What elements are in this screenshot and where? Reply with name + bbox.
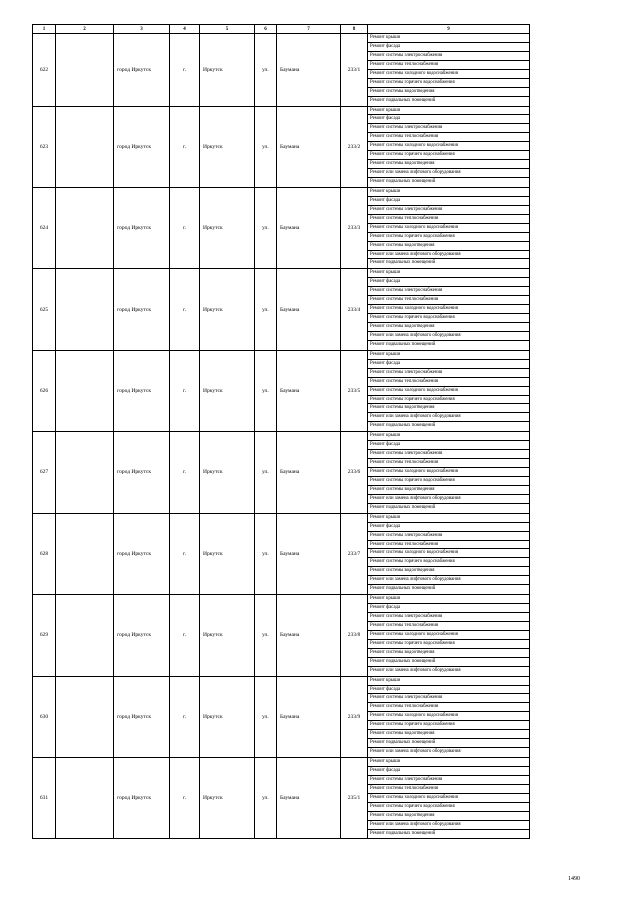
table-row (33, 432, 530, 513)
work-item: Ремонт системы водоотведения (368, 567, 529, 576)
work-item: Ремонт или замена лифтового оборудования (368, 821, 529, 830)
work-item: Ремонт системы электроснабжения (368, 776, 529, 785)
street-type: ул. (255, 432, 277, 513)
work-item: Ремонт системы холодного водоснабжения (368, 794, 529, 803)
table-row (33, 513, 530, 594)
city: Иркутск (200, 758, 255, 839)
work-item: Ремонт крыши (368, 351, 529, 360)
work-item: Ремонт или замена лифтового оборудования (370, 749, 461, 755)
street-type: ул. (255, 676, 277, 757)
work-item: Ремонт системы холодного водоснабжения (368, 712, 529, 721)
house-number: 233/9 (341, 676, 368, 757)
work-item: Ремонт фасада (368, 523, 529, 532)
house-number: 233/3 (341, 187, 368, 268)
works-cell (368, 595, 530, 676)
row-number: 624 (33, 187, 56, 268)
house-number: 233/2 (341, 106, 368, 187)
work-item: Ремонт системы водоотведения (368, 730, 529, 739)
house-number: 233/1 (341, 34, 368, 107)
work-item: Ремонт фасада (368, 197, 529, 206)
street-type: ул. (255, 513, 277, 594)
municipality: город Иркутск (114, 106, 170, 187)
table-row (33, 350, 530, 431)
work-item: Ремонт фасада (368, 604, 529, 613)
column-header-4: 4 (170, 25, 200, 34)
empty-cell (56, 595, 114, 676)
works-cell (368, 432, 530, 513)
work-item: Ремонт подвальных помещений (370, 423, 436, 429)
city: Иркутск (200, 676, 255, 757)
city: Иркутск (200, 432, 255, 513)
work-item: Ремонт крыши (368, 34, 529, 43)
municipality: город Иркутск (114, 513, 170, 594)
empty-cell (56, 758, 114, 839)
work-item: Ремонт крыши (368, 188, 529, 197)
settlement-type: г. (170, 106, 200, 187)
street-name: Баумана (277, 758, 341, 839)
work-item: Ремонт системы водоотведения (368, 88, 529, 97)
row-number: 623 (33, 106, 56, 187)
work-item: Ремонт системы теплоснабжения (368, 133, 529, 142)
table-row (33, 187, 530, 268)
work-item: Ремонт системы электроснабжения (368, 694, 529, 703)
table-row (33, 106, 530, 187)
work-item: Ремонт подвальных помещений (370, 179, 436, 184)
work-item: Ремонт системы теплоснабжения (368, 703, 529, 712)
settlement-type: г. (170, 269, 200, 350)
row-number: 629 (33, 595, 56, 676)
column-header-8: 8 (341, 25, 368, 34)
work-item: Ремонт системы водоотведения (368, 404, 529, 413)
work-item: Ремонт крыши (368, 107, 529, 116)
column-header-1: 1 (33, 25, 56, 34)
city: Иркутск (200, 187, 255, 268)
work-item: Ремонт системы водоотведения (368, 486, 529, 495)
street-type: ул. (255, 758, 277, 839)
work-item: Ремонт или замена лифтового оборудования (368, 332, 529, 341)
municipality: город Иркутск (114, 758, 170, 839)
municipality: город Иркутск (114, 34, 170, 107)
settlement-type: г. (170, 34, 200, 107)
work-item: Ремонт подвальных помещений (368, 658, 529, 667)
city: Иркутск (200, 106, 255, 187)
work-item: Ремонт или замена лифтового оборудования (368, 495, 529, 504)
city: Иркутск (200, 34, 255, 107)
works-cell (368, 513, 530, 594)
work-item: Ремонт фасада (368, 441, 529, 450)
table-body (33, 34, 530, 839)
empty-cell (56, 432, 114, 513)
works-cell (368, 187, 530, 268)
municipality: город Иркутск (114, 269, 170, 350)
work-item: Ремонт системы электроснабжения (368, 124, 529, 133)
work-item: Ремонт системы горячего водоснабжения (368, 79, 529, 88)
work-item: Ремонт подвальных помещений (370, 341, 436, 347)
work-item: Ремонт крыши (368, 677, 529, 686)
works-cell (368, 350, 530, 431)
work-item: Ремонт системы горячего водоснабжения (368, 151, 529, 160)
street-name: Баумана (277, 269, 341, 350)
work-item: Ремонт крыши (368, 595, 529, 604)
work-item: Ремонт или замена лифтового оборудования (370, 667, 461, 673)
municipality: город Иркутск (114, 676, 170, 757)
column-header-9: 9 (368, 25, 530, 34)
work-item: Ремонт системы водоотведения (368, 160, 529, 169)
works-cell (368, 758, 530, 839)
work-item: Ремонт системы электроснабжения (368, 206, 529, 215)
work-item: Ремонт подвальных помещений (370, 830, 436, 836)
work-item: Ремонт подвальных помещений (368, 739, 529, 748)
work-item: Ремонт системы электроснабжения (368, 52, 529, 61)
work-item: Ремонт фасада (368, 767, 529, 776)
street-name: Баумана (277, 676, 341, 757)
work-item: Ремонт фасада (368, 686, 529, 695)
work-item: Ремонт системы горячего водоснабжения (368, 803, 529, 812)
work-item: Ремонт крыши (368, 758, 529, 767)
row-number: 627 (33, 432, 56, 513)
column-header-3: 3 (114, 25, 170, 34)
street-type: ул. (255, 187, 277, 268)
work-item: Ремонт системы водоотведения (368, 242, 529, 251)
column-header-5: 5 (200, 25, 255, 34)
work-item: Ремонт системы горячего водоснабжения (368, 396, 529, 405)
row-number: 630 (33, 676, 56, 757)
works-cell (368, 34, 530, 107)
works-cell (368, 269, 530, 350)
street-name: Баумана (277, 350, 341, 431)
street-name: Баумана (277, 106, 341, 187)
column-header-7: 7 (277, 25, 341, 34)
work-item: Ремонт фасада (368, 115, 529, 124)
work-item: Ремонт системы горячего водоснабжения (368, 477, 529, 486)
work-item: Ремонт системы теплоснабжения (368, 541, 529, 550)
row-number: 628 (33, 513, 56, 594)
work-item: Ремонт системы холодного водоснабжения (368, 631, 529, 640)
work-item: Ремонт системы теплоснабжения (368, 459, 529, 468)
municipality: город Иркутск (114, 350, 170, 431)
street-name: Баумана (277, 432, 341, 513)
table-row (33, 676, 530, 757)
work-item: Ремонт или замена лифтового оборудования (368, 576, 529, 585)
work-item: Ремонт системы холодного водоснабжения (368, 142, 529, 151)
works-cell (368, 676, 530, 757)
table-row (33, 34, 530, 107)
house-number: 233/6 (341, 432, 368, 513)
empty-cell (56, 513, 114, 594)
work-item: Ремонт подвальных помещений (370, 97, 436, 103)
municipality: город Иркутск (114, 595, 170, 676)
work-item: Ремонт системы холодного водоснабжения (368, 387, 529, 396)
empty-cell (56, 350, 114, 431)
work-item: Ремонт системы холодного водоснабжения (368, 468, 529, 477)
work-item: Ремонт системы теплоснабжения (368, 622, 529, 631)
city: Иркутск (200, 513, 255, 594)
house-number: 233/4 (341, 269, 368, 350)
row-number: 625 (33, 269, 56, 350)
street-name: Баумана (277, 595, 341, 676)
work-item: Ремонт крыши (368, 514, 529, 523)
settlement-type: г. (170, 595, 200, 676)
work-item: Ремонт или замена лифтового оборудования (368, 169, 529, 178)
street-type: ул. (255, 34, 277, 107)
work-item: Ремонт системы холодного водоснабжения (368, 224, 529, 233)
work-item: Ремонт системы теплоснабжения (368, 61, 529, 70)
row-number: 626 (33, 350, 56, 431)
work-item: Ремонт системы электроснабжения (368, 450, 529, 459)
city: Иркутск (200, 269, 255, 350)
empty-cell (56, 34, 114, 107)
settlement-type: г. (170, 432, 200, 513)
settlement-type: г. (170, 513, 200, 594)
municipality: город Иркутск (114, 432, 170, 513)
empty-cell (56, 676, 114, 757)
work-item: Ремонт подвальных помещений (370, 504, 436, 510)
table-row (33, 269, 530, 350)
work-item: Ремонт или замена лифтового оборудования (368, 413, 529, 422)
city: Иркутск (200, 350, 255, 431)
street-name: Баумана (277, 187, 341, 268)
work-item: Ремонт системы горячего водоснабжения (368, 640, 529, 649)
street-type: ул. (255, 350, 277, 431)
table-row (33, 595, 530, 676)
table-row (33, 758, 530, 839)
work-item: Ремонт системы электроснабжения (368, 613, 529, 622)
work-item: Ремонт системы горячего водоснабжения (368, 721, 529, 730)
work-item: Ремонт системы теплоснабжения (368, 215, 529, 224)
row-number: 631 (33, 758, 56, 839)
work-item: Ремонт системы теплоснабжения (368, 378, 529, 387)
work-item: Ремонт системы электроснабжения (368, 369, 529, 378)
street-name: Баумана (277, 34, 341, 107)
work-item: Ремонт фасада (368, 360, 529, 369)
work-item: Ремонт системы холодного водоснабжения (368, 549, 529, 558)
column-header-6: 6 (255, 25, 277, 34)
work-item: Ремонт системы горячего водоснабжения (368, 314, 529, 323)
row-number: 622 (33, 34, 56, 107)
settlement-type: г. (170, 758, 200, 839)
work-item: Ремонт системы горячего водоснабжения (368, 558, 529, 567)
settlement-type: г. (170, 350, 200, 431)
work-item: Ремонт системы горячего водоснабжения (368, 233, 529, 242)
house-number: 233/8 (341, 595, 368, 676)
work-item: Ремонт системы холодного водоснабжения (368, 305, 529, 314)
house-number: 235/1 (341, 758, 368, 839)
column-header-2: 2 (56, 25, 114, 34)
settlement-type: г. (170, 676, 200, 757)
page-number: 1490 (568, 876, 580, 882)
work-item: Ремонт фасада (368, 278, 529, 287)
work-item: Ремонт крыши (368, 269, 529, 278)
house-number: 233/5 (341, 350, 368, 431)
house-number: 233/7 (341, 513, 368, 594)
work-item: Ремонт системы холодного водоснабжения (368, 70, 529, 79)
repair-schedule-table (32, 24, 530, 839)
street-type: ул. (255, 595, 277, 676)
work-item: Ремонт системы водоотведения (368, 649, 529, 658)
work-item: Ремонт системы теплоснабжения (368, 785, 529, 794)
work-item: Ремонт крыши (368, 432, 529, 441)
empty-cell (56, 269, 114, 350)
municipality: город Иркутск (114, 187, 170, 268)
work-item: Ремонт фасада (368, 43, 529, 52)
work-item: Ремонт или замена лифтового оборудования (368, 251, 529, 260)
settlement-type: г. (170, 187, 200, 268)
work-item: Ремонт системы водоотведения (368, 323, 529, 332)
header-row (33, 25, 530, 34)
works-cell (368, 106, 530, 187)
street-type: ул. (255, 269, 277, 350)
work-item: Ремонт подвальных помещений (370, 586, 436, 592)
work-item: Ремонт системы водоотведения (368, 812, 529, 821)
empty-cell (56, 106, 114, 187)
street-name: Баумана (277, 513, 341, 594)
work-item: Ремонт системы электроснабжения (368, 287, 529, 296)
work-item: Ремонт системы электроснабжения (368, 532, 529, 541)
work-item: Ремонт системы теплоснабжения (368, 296, 529, 305)
street-type: ул. (255, 106, 277, 187)
empty-cell (56, 187, 114, 268)
city: Иркутск (200, 595, 255, 676)
work-item: Ремонт подвальных помещений (370, 260, 436, 266)
